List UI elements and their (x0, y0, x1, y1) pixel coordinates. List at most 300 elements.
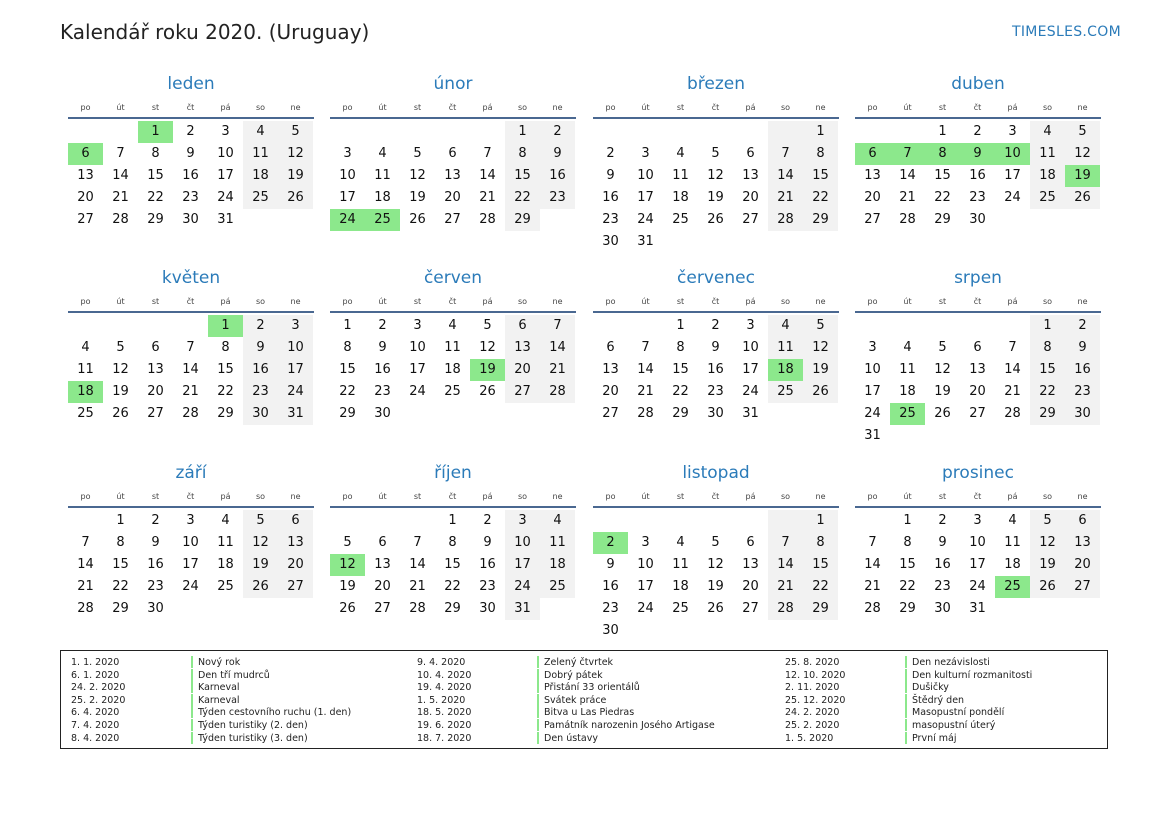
day-cell: 5 (413, 146, 422, 161)
weekday-label: so (1042, 491, 1053, 501)
day-cell: 6 (448, 146, 457, 161)
day-cell: 7 (483, 146, 492, 161)
day-cell: 1 (803, 121, 838, 143)
legend-marker (905, 656, 907, 668)
weekday-label: ne (815, 296, 826, 306)
day-cell: 11 (899, 362, 916, 377)
month-3 (593, 73, 839, 253)
day-cell: 29 (1030, 403, 1065, 425)
day-cell: 28 (864, 601, 881, 616)
day-cell: 27 (742, 601, 759, 616)
day-cell: 9 (151, 535, 160, 550)
empty-cell (365, 121, 400, 143)
weekday-header (855, 291, 1101, 311)
day-cell: 24 (864, 406, 881, 421)
day-cell: 21 (864, 579, 881, 594)
empty-cell (663, 510, 698, 532)
day-cell: 2 (711, 318, 720, 333)
day-cell: 13 (444, 168, 461, 183)
day-cell: 2 (186, 124, 195, 139)
month-6 (330, 267, 576, 425)
day-grid (68, 315, 313, 425)
day-cell: 26 (707, 212, 724, 227)
day-cell: 30 (479, 601, 496, 616)
day-cell: 2 (938, 513, 947, 528)
weekday-label: út (641, 491, 650, 501)
day-cell: 21 (77, 579, 94, 594)
day-cell: 9 (483, 535, 492, 550)
day-cell: 15 (803, 554, 838, 576)
day-grid (593, 510, 838, 642)
day-cell: 17 (864, 384, 881, 399)
holiday-day-cell: 2 (593, 532, 628, 554)
day-cell: 6 (378, 535, 387, 550)
brand-link[interactable]: TIMESLES.COM (1012, 24, 1121, 40)
legend-marker (191, 706, 193, 718)
weekday-label: pá (482, 491, 493, 501)
day-cell: 31 (742, 406, 759, 421)
legend-holiday-name: Zelený čtvrtek (544, 657, 614, 668)
day-cell: 13 (742, 557, 759, 572)
weekday-header (855, 486, 1101, 506)
day-cell: 25 (243, 187, 278, 209)
day-cell: 2 (973, 124, 982, 139)
day-cell: 14 (182, 362, 199, 377)
day-cell: 2 (378, 318, 387, 333)
day-cell: 28 (768, 598, 803, 620)
day-cell: 25 (768, 381, 803, 403)
header-divider (330, 506, 576, 508)
legend-holiday-name: Svátek práce (544, 694, 607, 706)
header-divider (68, 506, 314, 508)
legend-date: 6. 4. 2020 (71, 707, 120, 719)
holiday-legend (60, 650, 1108, 749)
holiday-day-cell: 6 (68, 143, 103, 165)
day-cell: 10 (505, 532, 540, 554)
empty-cell (138, 315, 173, 337)
legend-holiday-name: Štědrý den (912, 694, 965, 706)
day-cell: 7 (641, 340, 650, 355)
day-cell: 8 (448, 535, 457, 550)
header-divider (330, 311, 576, 313)
empty-cell (628, 510, 663, 532)
day-cell: 26 (803, 381, 838, 403)
legend-holiday-name: Den kulturní rozmanitosti (912, 669, 1033, 681)
legend-marker (537, 681, 539, 693)
day-cell: 4 (768, 315, 803, 337)
day-cell: 8 (803, 143, 838, 165)
day-cell: 20 (147, 384, 164, 399)
legend-date: 9. 4. 2020 (417, 657, 466, 668)
day-cell: 3 (746, 318, 755, 333)
day-cell: 12 (278, 143, 313, 165)
month-name: září (175, 463, 207, 483)
weekday-label: st (676, 102, 685, 112)
day-cell: 9 (243, 337, 278, 359)
day-cell: 4 (378, 146, 387, 161)
empty-cell (593, 121, 628, 143)
day-cell: 6 (505, 315, 540, 337)
weekday-label: čt (186, 296, 195, 306)
day-cell: 23 (707, 384, 724, 399)
day-cell: 13 (742, 168, 759, 183)
day-cell: 11 (444, 340, 461, 355)
empty-cell (435, 121, 470, 143)
weekday-label: st (151, 491, 160, 501)
empty-cell (103, 315, 138, 337)
day-cell: 8 (151, 146, 160, 161)
day-cell: 6 (278, 510, 313, 532)
day-cell: 14 (409, 557, 426, 572)
day-cell: 11 (1030, 143, 1065, 165)
day-cell: 12 (803, 337, 838, 359)
day-cell: 11 (217, 535, 234, 550)
day-cell: 9 (606, 557, 615, 572)
legend-holiday-name: Masopustní pondělí (912, 707, 1005, 719)
holiday-day-cell: 12 (330, 554, 365, 576)
weekday-label: út (641, 102, 650, 112)
day-cell: 12 (479, 340, 496, 355)
weekday-label: pá (745, 102, 756, 112)
empty-cell (593, 315, 628, 337)
day-cell: 25 (672, 212, 689, 227)
weekday-label: so (1042, 102, 1053, 112)
day-cell: 16 (1065, 359, 1100, 381)
month-11 (593, 462, 839, 642)
header-divider (68, 117, 314, 119)
day-cell: 15 (444, 557, 461, 572)
empty-cell (68, 315, 103, 337)
day-cell: 19 (707, 579, 724, 594)
weekday-label: čt (973, 491, 982, 501)
day-cell: 3 (641, 146, 650, 161)
day-cell: 17 (969, 557, 986, 572)
empty-cell (628, 315, 663, 337)
day-cell: 5 (711, 146, 720, 161)
header-divider (855, 506, 1101, 508)
day-cell: 14 (899, 168, 916, 183)
day-cell: 10 (182, 535, 199, 550)
day-cell: 29 (112, 601, 129, 616)
day-cell: 20 (864, 190, 881, 205)
holiday-day-cell: 19 (470, 359, 505, 381)
day-cell: 17 (505, 554, 540, 576)
day-cell: 10 (742, 340, 759, 355)
legend-holiday-name: Den tří mudrců (198, 669, 270, 681)
day-cell: 26 (409, 212, 426, 227)
day-cell: 21 (768, 187, 803, 209)
day-cell: 29 (444, 601, 461, 616)
weekday-label: so (255, 102, 266, 112)
day-cell: 4 (1008, 513, 1017, 528)
weekday-label: st (938, 491, 947, 501)
holiday-day-cell: 9 (960, 143, 995, 165)
header-divider (593, 506, 839, 508)
holiday-day-cell: 24 (330, 209, 365, 231)
day-cell: 1 (343, 318, 352, 333)
legend-date: 8. 4. 2020 (71, 732, 120, 744)
weekday-label: čt (711, 491, 720, 501)
day-cell: 13 (602, 362, 619, 377)
day-cell: 2 (540, 121, 575, 143)
day-cell: 27 (1065, 576, 1100, 598)
month-5 (68, 267, 314, 425)
legend-marker (905, 669, 907, 681)
day-cell: 4 (243, 121, 278, 143)
day-cell: 7 (768, 532, 803, 554)
weekday-label: út (641, 296, 650, 306)
weekday-label: út (903, 102, 912, 112)
weekday-label: po (867, 102, 878, 112)
day-cell: 14 (540, 337, 575, 359)
weekday-label: so (780, 102, 791, 112)
day-cell: 12 (707, 557, 724, 572)
page-title: Kalendář roku 2020. (Uruguay) (60, 20, 370, 44)
day-cell: 4 (903, 340, 912, 355)
day-cell: 23 (934, 579, 951, 594)
day-cell: 23 (374, 384, 391, 399)
day-cell: 4 (448, 318, 457, 333)
weekday-label: so (255, 491, 266, 501)
weekday-label: st (676, 296, 685, 306)
day-cell: 19 (112, 384, 129, 399)
day-cell: 7 (81, 535, 90, 550)
day-cell: 15 (147, 168, 164, 183)
day-cell: 24 (278, 381, 313, 403)
weekday-label: čt (186, 491, 195, 501)
legend-holiday-name: Týden turistiky (3. den) (198, 732, 308, 744)
day-cell: 14 (1004, 362, 1021, 377)
day-cell: 25 (540, 576, 575, 598)
empty-cell (365, 510, 400, 532)
day-cell: 8 (116, 535, 125, 550)
legend-holiday-name: Bitva u Las Piedras (544, 707, 635, 719)
day-cell: 4 (81, 340, 90, 355)
day-cell: 5 (938, 340, 947, 355)
day-cell: 24 (637, 601, 654, 616)
weekday-label: čt (973, 296, 982, 306)
day-cell: 8 (1030, 337, 1065, 359)
day-cell: 21 (409, 579, 426, 594)
legend-date: 18. 7. 2020 (417, 732, 472, 744)
weekday-label: st (413, 491, 422, 501)
day-cell: 7 (116, 146, 125, 161)
weekday-label: čt (448, 102, 457, 112)
day-cell: 10 (864, 362, 881, 377)
day-cell: 16 (479, 557, 496, 572)
legend-date: 6. 1. 2020 (71, 669, 120, 681)
day-cell: 28 (637, 406, 654, 421)
empty-cell (663, 121, 698, 143)
day-cell: 24 (637, 212, 654, 227)
legend-marker (537, 732, 539, 744)
day-cell: 30 (182, 212, 199, 227)
day-cell: 6 (606, 340, 615, 355)
day-cell: 22 (112, 579, 129, 594)
day-cell: 24 (505, 576, 540, 598)
weekday-label: čt (973, 102, 982, 112)
empty-cell (890, 121, 925, 143)
day-cell: 11 (672, 557, 689, 572)
day-cell: 30 (374, 406, 391, 421)
holiday-day-cell: 10 (995, 143, 1030, 165)
legend-date: 25. 8. 2020 (785, 657, 840, 668)
day-grid (855, 315, 1100, 447)
empty-cell (330, 121, 365, 143)
day-cell: 3 (186, 513, 195, 528)
day-cell: 31 (637, 234, 654, 249)
day-cell: 28 (77, 601, 94, 616)
holiday-day-cell: 25 (995, 576, 1030, 598)
day-cell: 14 (768, 165, 803, 187)
empty-cell (768, 121, 803, 143)
day-cell: 7 (868, 535, 877, 550)
day-cell: 31 (278, 403, 313, 425)
day-cell: 12 (934, 362, 951, 377)
month-1 (68, 73, 314, 231)
day-cell: 26 (479, 384, 496, 399)
day-cell: 14 (637, 362, 654, 377)
day-cell: 29 (339, 406, 356, 421)
day-cell: 22 (505, 187, 540, 209)
day-cell: 20 (444, 190, 461, 205)
day-cell: 4 (221, 513, 230, 528)
empty-cell (890, 315, 925, 337)
holiday-day-cell: 8 (925, 143, 960, 165)
month-name: leden (167, 74, 215, 94)
empty-cell (68, 510, 103, 532)
weekday-label: čt (448, 296, 457, 306)
day-cell: 22 (803, 576, 838, 598)
day-cell: 26 (1065, 187, 1100, 209)
weekday-label: so (1042, 296, 1053, 306)
empty-cell (330, 510, 365, 532)
day-cell: 29 (899, 601, 916, 616)
day-cell: 27 (969, 406, 986, 421)
weekday-label: ne (290, 102, 301, 112)
day-cell: 10 (409, 340, 426, 355)
day-cell: 9 (540, 143, 575, 165)
weekday-label: pá (482, 102, 493, 112)
day-cell: 10 (339, 168, 356, 183)
day-cell: 28 (479, 212, 496, 227)
day-cell: 2 (483, 513, 492, 528)
empty-cell (698, 510, 733, 532)
day-cell: 23 (540, 187, 575, 209)
day-cell: 30 (602, 623, 619, 638)
day-cell: 30 (1065, 403, 1100, 425)
day-cell: 19 (409, 190, 426, 205)
day-cell: 25 (672, 601, 689, 616)
day-cell: 8 (221, 340, 230, 355)
day-cell: 14 (864, 557, 881, 572)
day-cell: 29 (217, 406, 234, 421)
legend-date: 24. 2. 2020 (785, 707, 840, 719)
weekday-label: út (378, 296, 387, 306)
day-cell: 13 (77, 168, 94, 183)
empty-cell (698, 121, 733, 143)
day-cell: 24 (742, 384, 759, 399)
day-cell: 30 (934, 601, 951, 616)
empty-cell (768, 510, 803, 532)
weekday-label: út (116, 491, 125, 501)
day-cell: 15 (1030, 359, 1065, 381)
day-cell: 11 (540, 532, 575, 554)
day-cell: 12 (409, 168, 426, 183)
legend-date: 12. 10. 2020 (785, 669, 846, 681)
day-cell: 16 (707, 362, 724, 377)
day-cell: 18 (672, 190, 689, 205)
weekday-label: pá (1007, 296, 1018, 306)
day-cell: 23 (479, 579, 496, 594)
weekday-label: út (378, 491, 387, 501)
weekday-label: ne (552, 102, 563, 112)
day-cell: 28 (182, 406, 199, 421)
day-cell: 28 (1004, 406, 1021, 421)
month-name: květen (161, 268, 221, 288)
month-name: listopad (682, 463, 750, 483)
day-cell: 20 (278, 554, 313, 576)
day-cell: 8 (803, 532, 838, 554)
day-cell: 10 (637, 168, 654, 183)
holiday-day-cell: 18 (68, 381, 103, 403)
legend-marker (191, 732, 193, 744)
legend-marker (905, 681, 907, 693)
legend-marker (537, 719, 539, 731)
day-cell: 7 (186, 340, 195, 355)
day-cell: 6 (151, 340, 160, 355)
day-cell: 27 (444, 212, 461, 227)
weekday-label: ne (1077, 102, 1088, 112)
day-cell: 22 (803, 187, 838, 209)
day-cell: 28 (768, 209, 803, 231)
month-name: únor (433, 74, 473, 94)
holiday-day-cell: 1 (208, 315, 243, 337)
weekday-label: po (342, 491, 353, 501)
day-cell: 20 (969, 384, 986, 399)
legend-date: 10. 4. 2020 (417, 669, 472, 681)
day-cell: 26 (1030, 576, 1065, 598)
legend-date: 1. 5. 2020 (417, 694, 466, 706)
day-cell: 6 (973, 340, 982, 355)
day-cell: 9 (378, 340, 387, 355)
header-divider (330, 117, 576, 119)
weekday-label: pá (482, 296, 493, 306)
day-cell: 2 (1065, 315, 1100, 337)
month-name: říjen (434, 463, 472, 483)
empty-cell (855, 315, 890, 337)
weekday-label: st (938, 102, 947, 112)
weekday-label: so (780, 296, 791, 306)
day-cell: 17 (217, 168, 234, 183)
day-cell: 18 (217, 557, 234, 572)
day-cell: 20 (742, 579, 759, 594)
day-cell: 1 (448, 513, 457, 528)
day-cell: 9 (186, 146, 195, 161)
weekday-label: ne (552, 491, 563, 501)
day-cell: 10 (637, 557, 654, 572)
weekday-label: ne (815, 102, 826, 112)
weekday-label: po (605, 296, 616, 306)
weekday-label: po (80, 491, 91, 501)
day-cell: 20 (1065, 554, 1100, 576)
day-cell: 16 (969, 168, 986, 183)
day-cell: 10 (278, 337, 313, 359)
day-cell: 3 (505, 510, 540, 532)
day-cell: 5 (1030, 510, 1065, 532)
day-cell: 1 (903, 513, 912, 528)
day-cell: 14 (112, 168, 129, 183)
